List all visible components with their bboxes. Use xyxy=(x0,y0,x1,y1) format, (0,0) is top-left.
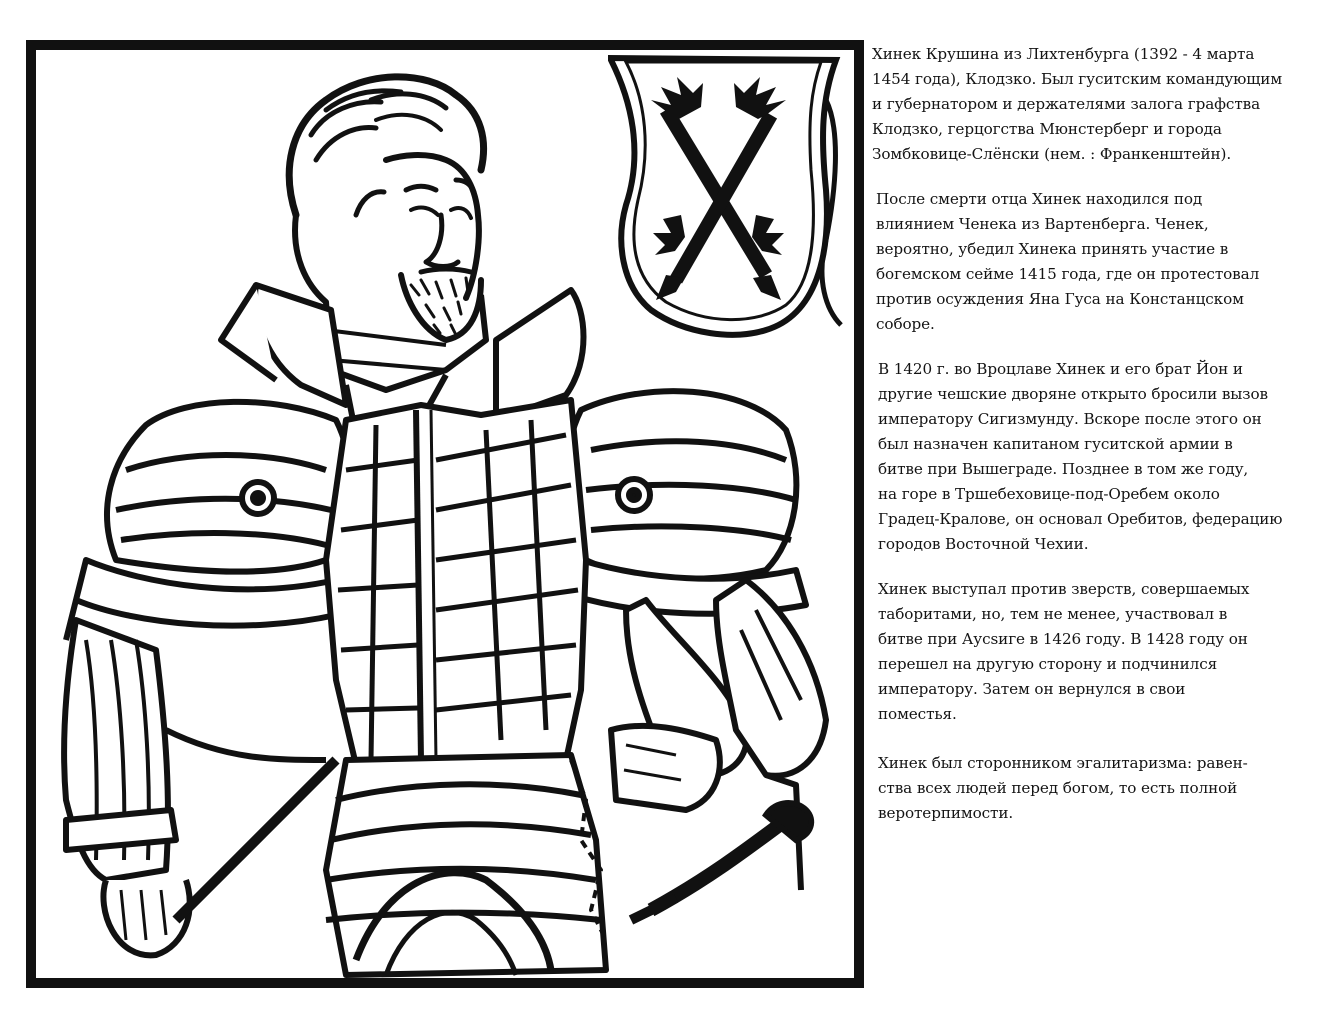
text-line: был назначен капитаном гуситской армии в xyxy=(878,435,1233,453)
paragraph-intro xyxy=(872,42,1304,167)
tassets xyxy=(326,755,606,975)
text-line: Хинек выступал против зверств, совершаемых xyxy=(878,580,1250,598)
paragraph-taborites xyxy=(872,577,1304,727)
text-line: императору. Затем он вернулся в свои xyxy=(878,680,1186,698)
text-line: Градец-Кралове, он основал Оребитов, федерацию xyxy=(878,510,1283,528)
text-line: богемском сейме 1415 года, где он протестовал xyxy=(876,265,1260,283)
text-line: В 1420 г. во Вроцлаве Хинек и его брат Йон и xyxy=(878,360,1243,378)
text-line: влиянием Ченека из Вартенберга. Ченек, xyxy=(876,215,1209,233)
text-line: Хинек Крушина из Лихтенбурга (1392 - 4 марта xyxy=(872,45,1255,63)
text-line: битве при Аусsиге в 1426 году. В 1428 году он xyxy=(878,630,1248,648)
text-line: таборитами, но, тем не менее, участвовал в xyxy=(878,605,1228,623)
text-line: городов Восточной Чехии. xyxy=(878,535,1089,553)
text-line: ства всех людей перед богом, то есть полной xyxy=(878,779,1238,797)
text-line: веротерпимости. xyxy=(878,804,1014,822)
text-line: на горе в Тршебеховице-под-Оребем около xyxy=(878,485,1220,503)
text-line: Хинек был сторонником эгалитаризма: равен- xyxy=(878,754,1248,772)
paragraph-early-life xyxy=(872,187,1304,337)
text-line: другие чешские дворяне открыто бросили вызов xyxy=(878,385,1268,403)
paragraph-1420 xyxy=(872,357,1304,557)
text-line: императору Сигизмунду. Вскоре после этого он xyxy=(878,410,1262,428)
text-line: соборе. xyxy=(876,315,935,333)
text-line: После смерти отца Хинек находился под xyxy=(876,190,1203,208)
text-line: вероятно, убедил Хинека принять участие в xyxy=(876,240,1229,258)
text-line: поместья. xyxy=(878,705,957,723)
woodcut-portrait xyxy=(26,40,864,988)
text-line: 1454 года), Клодзко. Был гуситским командующим xyxy=(872,70,1283,88)
text-line: Клодзко, герцогства Мюнстерберг и города xyxy=(872,120,1222,138)
coat-of-arms xyxy=(611,58,841,335)
right-pauldron xyxy=(567,391,806,614)
text-line: против осуждения Яна Гуса на Констанцском xyxy=(876,290,1244,308)
paragraph-egalitarianism xyxy=(872,751,1304,826)
text-line: Зомбковице-Слёнски (нем. : Франкенштейн). xyxy=(872,145,1232,163)
breastplate xyxy=(326,400,586,765)
text-line: битве при Вышеграде. Позднее в том же году, xyxy=(878,460,1249,478)
text-line: и губернатором и держателями залога графства xyxy=(872,95,1261,113)
biography-text xyxy=(872,42,1304,826)
text-line: перешел на другую сторону и подчинился xyxy=(878,655,1218,673)
